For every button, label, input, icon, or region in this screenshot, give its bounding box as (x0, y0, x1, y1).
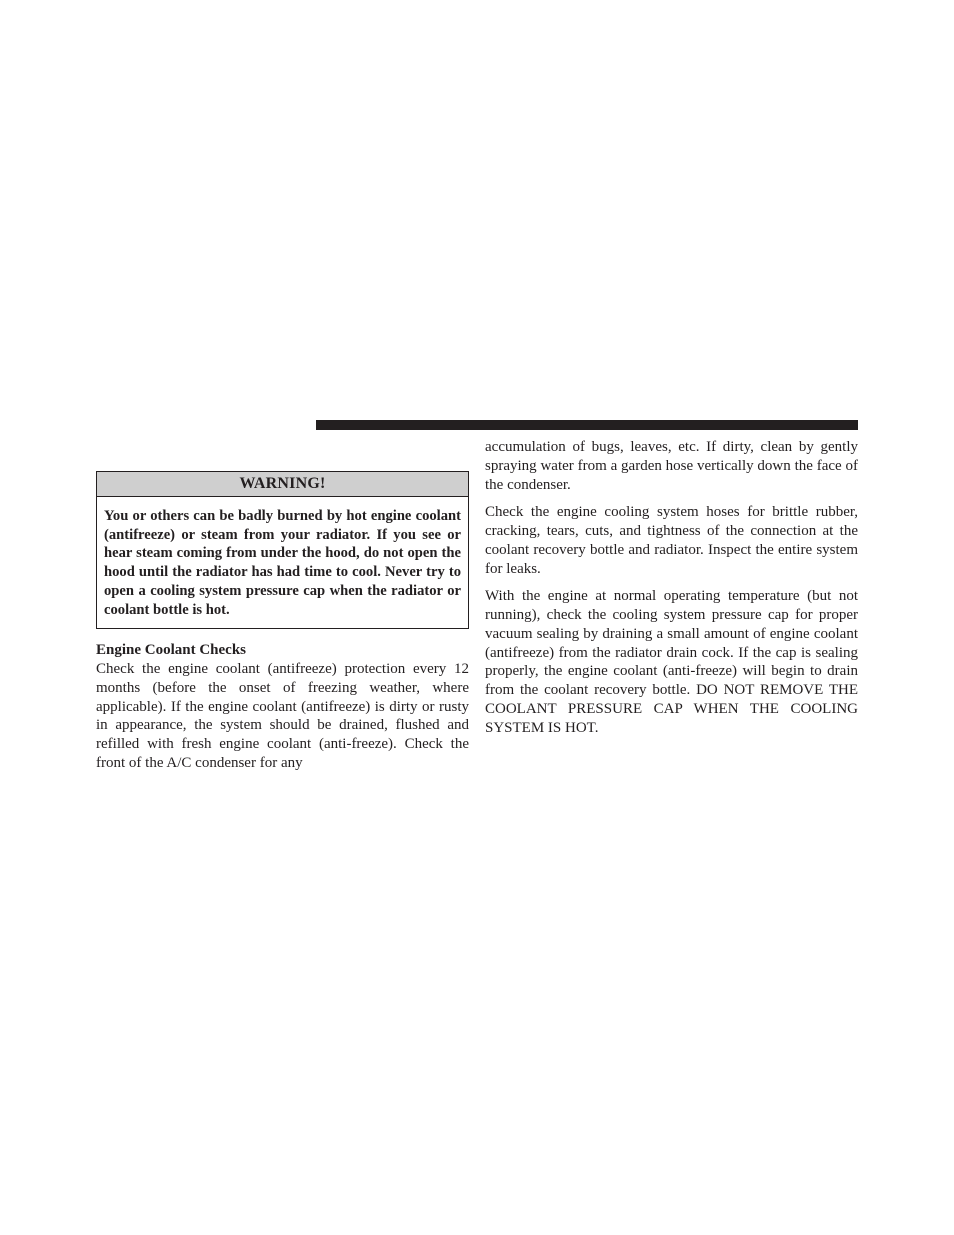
warning-title: WARNING! (97, 472, 468, 497)
warning-text: You or others can be badly burned by hot engine coolant (antifreeze) or steam from your radiator. If you see or hear steam coming from under the hood, do not open the hood until the radiator has had time to cool. Never try to open a cooling system pressure cap when the radiator or coolant bottle is hot. (104, 508, 461, 618)
section-heading: Engine Coolant Checks (96, 642, 247, 659)
body-paragraph: accumulation of bugs, leaves, etc. If dirty, clean by gently spraying water from a garden hose vertically down the face of the condenser. (485, 439, 858, 493)
section-header-rule (316, 420, 858, 430)
left-column (96, 471, 469, 773)
body-paragraph: With the engine at normal operating temperature (but not running), check the cooling system pressure cap for proper vacuum sealing by draining a small amount of engine coolant (antifreeze) from the radiator drain cock. If the cap is sealing properly, the engine coolant (anti-freeze) will begin to drain from the coolant recovery bottle. DO NOT REMOVE THE COOLANT PRESSURE CAP WHEN THE COOLING SYSTEM IS HOT. (485, 588, 858, 736)
body-paragraph: Check the engine cooling system hoses for brittle rubber, cracking, tears, cuts, and tightness of the connection at the coolant recovery bottle and radiator. Inspect the entire system for leaks. (485, 504, 858, 577)
right-column (485, 438, 858, 737)
body-paragraph: Check the engine coolant (antifreeze) protection every 12 months (before the onset of freezing weather, where applicable). If the engine coolant (antifreeze) is dirty or rusty in appearance, the system should be drained, flushed and refilled with fresh engine coolant (anti-freeze). Check the front of the A/C condenser for any (96, 661, 469, 771)
warning-box (96, 471, 469, 629)
